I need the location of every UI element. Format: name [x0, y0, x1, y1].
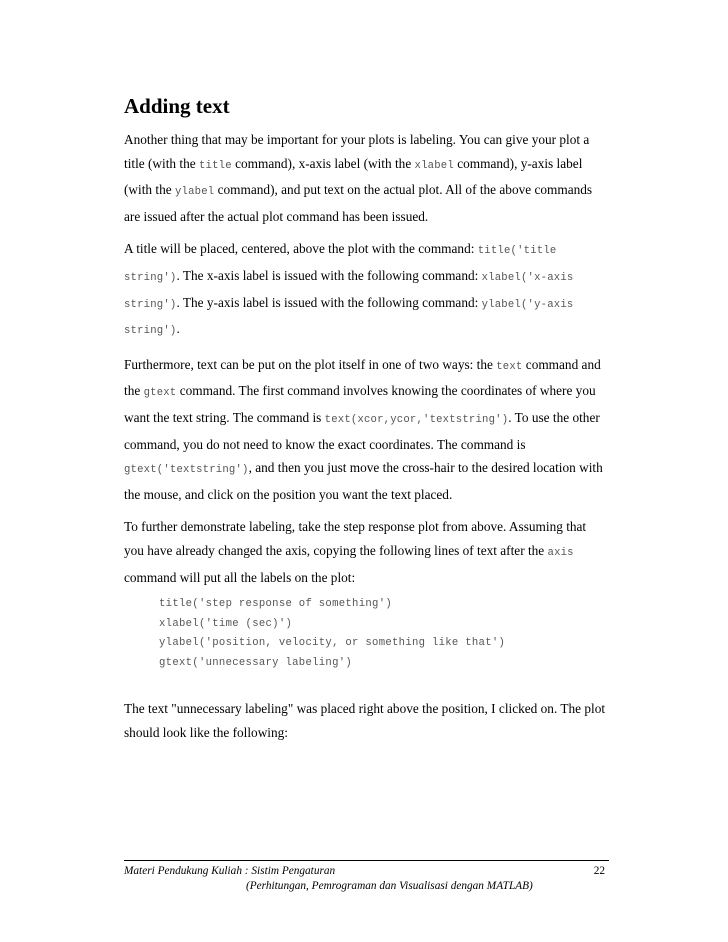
paragraph-result: The text "unnecessary labeling" was placed right above the position, I clicked on. The plot should look like the following:	[124, 701, 606, 740]
text-run: command), x-axis label (with the	[231, 155, 415, 171]
inline-code: gtext('textstring')	[124, 464, 249, 477]
page-footer	[124, 860, 609, 894]
text-run: command), and put text on the actual plot. All of the above commands are issued after the actual plot command has been issued.	[124, 182, 593, 224]
text-run: . To use the other command, you do not need to know the exact coordinates. The command is	[124, 409, 600, 452]
inline-code: text	[496, 360, 523, 373]
paragraph-intro	[124, 128, 609, 228]
section-heading: Adding text	[124, 94, 230, 118]
code-block	[159, 595, 609, 673]
inline-code: title('title string')	[124, 245, 557, 284]
paragraph-demonstrate	[124, 515, 609, 589]
inline-code: ylabel	[174, 186, 215, 199]
paragraph-text-commands	[124, 353, 609, 507]
text-run: command. The first command involves knowing the coordinates of where you want the text string. The command is	[124, 383, 596, 425]
text-run: command and the	[124, 356, 601, 399]
code-line: gtext('unnecessary labeling')	[159, 656, 353, 669]
footer-title: Materi Pendukung Kuliah : Sistim Pengaturan	[124, 865, 336, 877]
text-run: . The y-axis label is issued with the following command:	[176, 294, 482, 310]
code-line: ylabel('position, velocity, or something like that')	[159, 637, 506, 650]
footer-subtitle: (Perhitungan, Pemrograman dan Visualisasi dengan MATLAB)	[246, 880, 533, 892]
inline-code: title	[198, 159, 232, 172]
page-number: 22	[593, 865, 605, 877]
text-run: A title will be placed, centered, above the plot with the command:	[124, 241, 478, 257]
text-run: , and then you just move the cross-hair to the desired location with the mouse, and click on the position you want the text placed.	[124, 460, 603, 502]
code-line: title('step response of something')	[159, 598, 393, 611]
inline-code: xlabel('x-axis string')	[124, 271, 574, 311]
text-run: Furthermore, text can be put on the plot itself in one of two ways: the	[124, 356, 497, 372]
inline-code: xlabel	[414, 159, 454, 172]
text-run: To further demonstrate labeling, take the step response plot from above. Assuming that you have already changed the axis, copying the following lines of text after the	[124, 519, 587, 558]
paragraph-commands	[124, 237, 609, 343]
text-run: command will put all the labels on the plot:	[124, 569, 356, 585]
page-content	[124, 92, 609, 753]
text-run: command), y-axis label (with the	[124, 155, 583, 198]
code-line: xlabel('time (sec)')	[159, 617, 293, 630]
inline-code: axis	[547, 546, 574, 559]
text-run: .	[176, 321, 180, 337]
inline-code: text(xcor,ycor,'textstring')	[324, 413, 509, 426]
inline-code: ylabel('y-axis string')	[124, 298, 574, 338]
inline-code: gtext	[143, 387, 177, 400]
text-run: Another thing that may be important for your plots is labeling. You can give your plot a title (with the	[124, 132, 590, 171]
text-run: . The x-axis label is issued with the following command:	[176, 267, 482, 283]
